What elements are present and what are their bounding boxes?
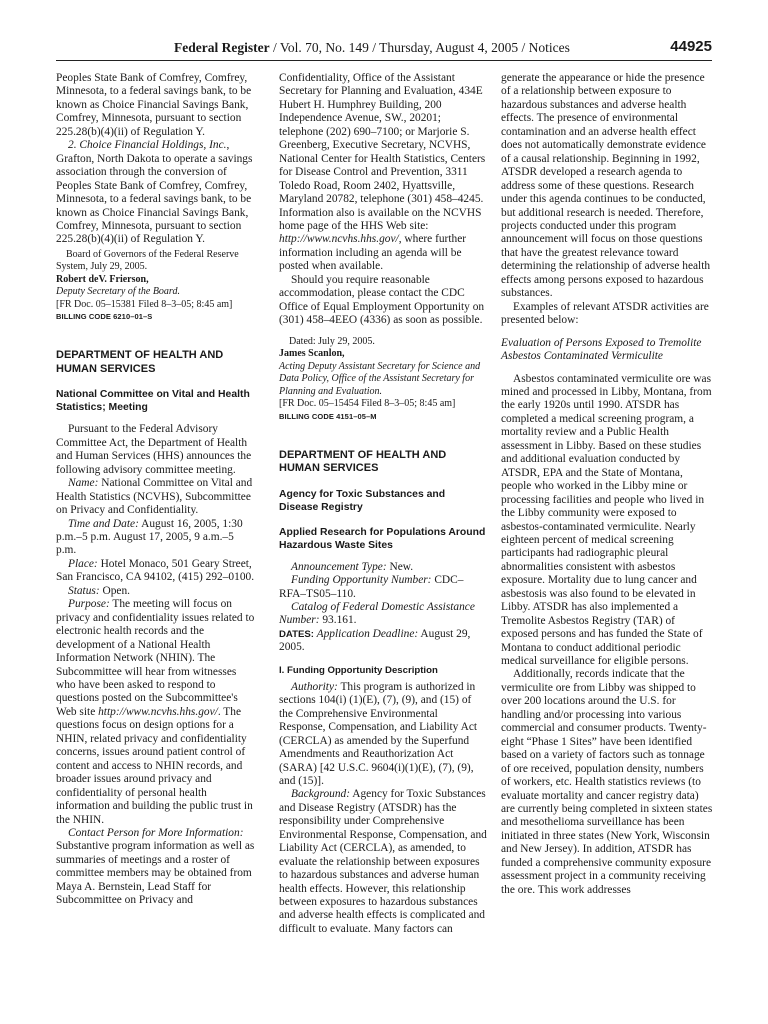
field-label: Authority:	[291, 680, 338, 693]
committee-heading: National Committee on Vital and Health Statistics; Meeting	[56, 389, 250, 414]
department-heading: DEPARTMENT OF HEALTH AND HUMAN SERVICES	[279, 448, 447, 475]
paragraph: Should you require reasonable accommodation, please contact the CDC Office of Equal Employment Opportunity on (301) 458–4EEO (4336) as soon as possible.	[279, 273, 485, 327]
field-value: Agency for Toxic Substances and Disease Registry (ATSDR) has the responsibility under Comprehensive Environmental Response, Compensation, and Liability Act (CERCLA), as amended, to evaluate the relationship between exposures to hazardous substances and adverse human health effects. However, this relationship between exposures to hazardous substances and adverse health effects is complicated and difficult to evaluate. Many factors can	[279, 788, 487, 935]
field-value: Hotel Monaco, 501 Geary Street, San Francisco, CA 94102, (415) 292–0100.	[56, 557, 255, 584]
billing-code: BILLING CODE 6210–01–S	[56, 312, 153, 322]
field-label: Funding Opportunity Number:	[291, 574, 432, 587]
field-value: New.	[386, 560, 414, 573]
paragraph	[56, 139, 256, 247]
paragraph: Examples of relevant ATSDR activities are presented below:	[501, 300, 709, 327]
field-label: Place:	[68, 557, 98, 570]
page-header	[56, 38, 712, 61]
board-line: Board of Governors of the Federal Reserve System, July 29, 2005.	[56, 248, 239, 273]
item-name: 2. Choice Financial Holdings, Inc.	[68, 139, 227, 152]
paragraph: generate the appearance or hide the presence of a relationship between exposure to hazardous substances and adverse health effects. The presence of environmental contamination and an adverse health effect does not automatically demonstrate evidence of a causal relationship. Beginning in 1992, ATSDR developed a research agenda to address some of these questions. Research under this agenda continues to be conducted, but additional research is needed. Therefore, projects conducted under this program announcement will focus on those questions that have the greatest relevance toward determining the relationship of adverse health effects among persons exposed to hazardous substances.	[501, 72, 711, 300]
paragraph: Additionally, records indicate that the vermiculite ore from Libby was shipped to over 200 locations around the U.S. for handling and/or processing into various commercial and consumer products. Twenty-eight “Phase 1 Sites” have been identified based on a variety of factors such as tonnage of ore received, population density, numbers of workers, etc. Health statistics reviews (to evaluate mortality and cancer registry data) are currently being completed in sixteen states and mesothelioma surveillance has been initiated in three states (New York, Wisconsin and New Jersey). In addition, ATSDR has funded a comprehensive community exposure assessment project in a community receiving the ore. This work addresses	[501, 668, 713, 896]
page-number: 44925	[670, 38, 712, 55]
field-label: Contact Person for More Information:	[68, 826, 244, 839]
field-value: This program is authorized in sections 104(i) (1)(E), (7), (9), and (15) of the Comprehensive Environmental Response, Compensation, and Liability Act (CERCLA) as amended by the Superfund Amendments and Reauthorization Act (SARA) [42 U.S.C. 9604(i)(1)(E), (7), (9), and (15)].	[279, 680, 478, 787]
column-1	[56, 72, 256, 908]
fr-doc: [FR Doc. 05–15381 Filed 8–3–05; 8:45 am]	[56, 298, 233, 310]
paragraph	[56, 598, 256, 827]
section-heading: I. Funding Opportunity Description	[279, 664, 438, 676]
agency-heading: Agency for Toxic Substances and Disease Registry	[279, 488, 446, 513]
dates-label: DATES:	[279, 628, 314, 640]
signer-title	[279, 361, 487, 399]
field-value: August 16, 2005, 1:30 p.m.–5 p.m. August 17, 2005, 9 a.m.–5 p.m.	[56, 517, 243, 557]
subsection-heading-text: Evaluation of Persons Exposed to Tremolite Asbestos Contaminated Vermiculite	[501, 336, 702, 363]
web-link[interactable]: http://www.ncvhs.hhs.gov/	[279, 233, 399, 246]
field-label: Purpose:	[68, 598, 110, 611]
item-text: , Grafton, North Dakota to operate a savings association through the conversion of Peoples State Bank of Comfrey, Comfrey, Minnesota, to a federal savings bank, to be known as Choice Financial Savings Bank, Comfrey, Minnesota, pursuant to section 225.28(b)(4)(ii) of Regulation Y.	[56, 139, 253, 246]
field-value: CDC–RFA–TS05–110.	[279, 574, 464, 600]
signer-name: Robert deV. Frierson,	[56, 273, 149, 285]
signer-title-text: Acting Deputy Assistant Secretary for Science and Data Policy, Office of the Assistant Secretary for Planning and Evaluation.	[279, 360, 481, 397]
paragraph	[279, 72, 487, 274]
fr-doc: [FR Doc. 05–15454 Filed 8–3–05; 8:45 am]	[279, 398, 456, 410]
field-label: Catalog of Federal Domestic Assistance Number:	[279, 600, 475, 627]
paragraph	[56, 585, 256, 598]
paragraph	[279, 628, 487, 655]
paragraph	[56, 518, 256, 558]
field-label: Announcement Type:	[291, 560, 387, 573]
paragraph	[279, 788, 487, 936]
paragraph	[56, 827, 256, 908]
column-3	[501, 72, 713, 897]
field-label: Background:	[291, 788, 351, 801]
paragraph	[279, 601, 487, 628]
field-label: Time and Date:	[68, 517, 139, 530]
signer-title-text: Deputy Secretary of the Board.	[56, 286, 180, 298]
paragraph	[279, 681, 487, 789]
dated-line: Dated: July 29, 2005.	[289, 335, 375, 347]
field-value: The meeting will focus on privacy and confidentiality issues related to electronic health records and the development of a National Health Information Network (NHIN). The Subcommittee will hear from witnesses who have been asked to respond to questions posted on the Subcommittee's Web site	[56, 598, 255, 718]
paragraph: Asbestos contaminated vermiculite ore was mined and processed in Libby, Montana, from the early 1920s until 1990. ATSDR has completed a medical screening program, a mortality review and a Public Health assessment in Libby. Based on these studies and additional evaluation conducted by ATSDR, EPA and the State of Montana, people who worked in the Libby mine or processing facilities and people who lived in the Libby community were exposed to asbestos-contaminated vermiculite. Nearly eighteen percent of medical screening participants had radiographic pleural abnormalities consistent with asbestos exposure. Mortality due to lung cancer and asbestosis was also found to be elevated in Libby. ATSDR has also implemented a Tremolite Asbestos Registry (TAR) of exposed persons and has funded the State of Montana to conduct additional periodic medical surveillance for eligible persons.	[501, 372, 712, 668]
department-heading: DEPARTMENT OF HEALTH AND HUMAN SERVICES	[56, 349, 224, 375]
paragraph	[56, 477, 256, 517]
signer-name: James Scanlon,	[279, 348, 345, 360]
column-2	[279, 72, 487, 936]
field-value: August 29, 2005.	[279, 627, 471, 654]
field-label: Name:	[68, 477, 99, 490]
field-value: Open.	[99, 584, 131, 597]
paragraph: Peoples State Bank of Comfrey, Comfrey, Minnesota, to a federal savings bank, to be known as Choice Financial Savings Bank, Comfrey, Minnesota, pursuant to section 225.28(b)(4)(ii) of Regulation Y.	[56, 72, 252, 138]
signer-title	[56, 286, 256, 299]
field-label: Application Deadline:	[314, 627, 419, 640]
paragraph-text: , where further information including an agenda will be posted when available.	[279, 233, 467, 273]
field-value: National Committee on Vital and Health Statistics (NCVHS), Subcommittee on Privacy and Confidentiality.	[56, 477, 253, 517]
title-heading: Applied Research for Populations Around Hazardous Waste Sites	[279, 526, 486, 551]
paragraph	[279, 561, 487, 574]
subsection-heading	[501, 337, 713, 364]
field-value: Substantive program information as well as summaries of meetings and a roster of committee members may be obtained from Maya A. Bernstein, Lead Staff for Subcommittee on Privacy and	[56, 840, 255, 907]
paragraph: Pursuant to the Federal Advisory Committee Act, the Department of Health and Human Services (HHS) announces the following advisory committee meeting.	[56, 423, 252, 476]
journal-title: Federal Register	[174, 40, 270, 55]
field-label: Status:	[68, 584, 100, 597]
field-value: 93.161.	[319, 614, 357, 627]
issue-info: / Vol. 70, No. 149 / Thursday, August 4, 2005 / Notices	[269, 40, 570, 55]
running-head	[174, 40, 570, 56]
paragraph-text: Confidentiality, Office of the Assistant Secretary for Planning and Evaluation, 434E Hubert H. Humphrey Building, 200 Independence Avenue, SW., 20201; telephone (202) 690–7100; or Marjorie S. Greenberg, Executive Secretary, NCVHS, National Center for Health Statistics, Centers for Disease Control and Prevention, 3311 Toledo Road, Room 2402, Hyattsville, Maryland 20782, telephone (301) 458–4245. Information also is available on the NCVHS home page of the HHS Web site:	[279, 72, 486, 232]
billing-code: BILLING CODE 4151–05–M	[279, 411, 377, 421]
field-value: . The questions focus on design options for a NHIN, related privacy and confidentiality concerns, issues around patient control of content and access to NHIN records, and broader issues around privacy and confidentiality of personal health information and building the public trust in the NHIN.	[56, 705, 253, 826]
paragraph	[56, 558, 256, 585]
paragraph	[279, 574, 487, 601]
web-link[interactable]: http://www.ncvhs.hhs.gov/	[98, 705, 218, 718]
